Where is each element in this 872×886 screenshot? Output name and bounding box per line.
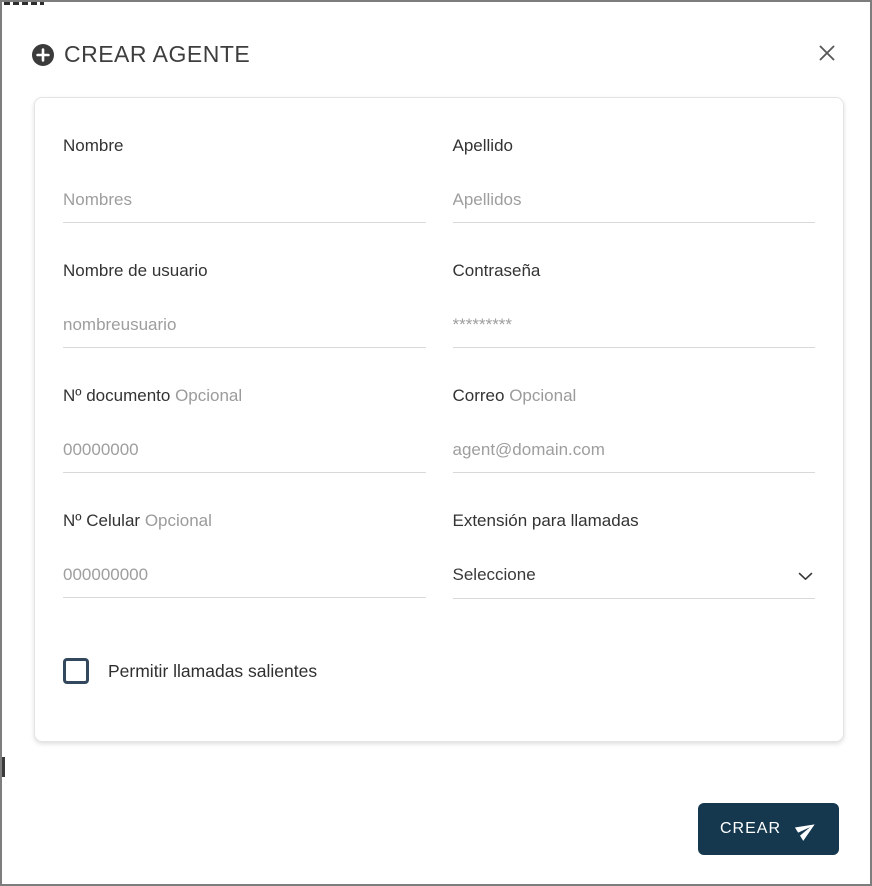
create-button[interactable] — [698, 803, 839, 855]
chevron-down-icon — [798, 568, 813, 586]
field-contrasena — [453, 261, 816, 386]
field-label — [453, 136, 816, 156]
close-icon[interactable] — [814, 40, 840, 66]
label-text: Contraseña — [452, 261, 541, 280]
permitir-llamadas-checkbox[interactable] — [63, 658, 89, 684]
documento-input[interactable] — [63, 439, 426, 473]
field-nombre — [63, 136, 426, 261]
form-grid — [63, 136, 815, 636]
apellido-input[interactable] — [453, 189, 816, 223]
field-documento — [63, 386, 426, 511]
checkbox-label: Permitir llamadas salientes — [108, 660, 318, 681]
optional-tag: Opcional — [144, 511, 212, 530]
extension-select[interactable] — [453, 564, 816, 599]
field-label — [63, 136, 426, 156]
modal-title: CREAR AGENTE — [64, 41, 251, 67]
nombre-usuario-input[interactable] — [63, 314, 426, 348]
optional-tag: Opcional — [175, 386, 243, 405]
field-label — [453, 261, 816, 281]
field-label — [453, 386, 816, 406]
field-label — [63, 261, 426, 281]
modal-header — [2, 2, 870, 97]
field-correo — [453, 386, 816, 511]
checkbox-row — [63, 658, 815, 684]
label-text: Nombre de usuario — [63, 261, 208, 280]
field-nombre-usuario — [63, 261, 426, 386]
field-celular — [63, 511, 426, 636]
label-text: Nº documento — [63, 386, 171, 405]
background-artifact — [4, 2, 44, 5]
contrasena-input[interactable] — [453, 314, 816, 348]
optional-tag: Opcional — [509, 386, 577, 405]
label-text: Apellido — [452, 136, 513, 155]
nombre-input[interactable] — [63, 189, 426, 223]
field-label — [453, 511, 816, 531]
correo-input[interactable] — [453, 439, 816, 473]
paper-plane-icon — [796, 819, 817, 840]
form-card — [34, 97, 844, 742]
field-apellido — [453, 136, 816, 261]
celular-input[interactable] — [63, 564, 426, 598]
field-extension — [453, 511, 816, 636]
create-button-label: CREAR — [719, 820, 781, 837]
label-text: Extensión para llamadas — [452, 511, 639, 530]
label-text: Nº Celular — [63, 511, 141, 530]
field-label — [63, 386, 426, 406]
label-text: Nombre — [63, 136, 124, 155]
background-artifact — [2, 757, 5, 777]
select-value: Seleccione — [452, 565, 536, 584]
label-text: Correo — [452, 386, 505, 405]
field-label — [63, 511, 426, 531]
plus-circle-icon — [32, 44, 54, 66]
